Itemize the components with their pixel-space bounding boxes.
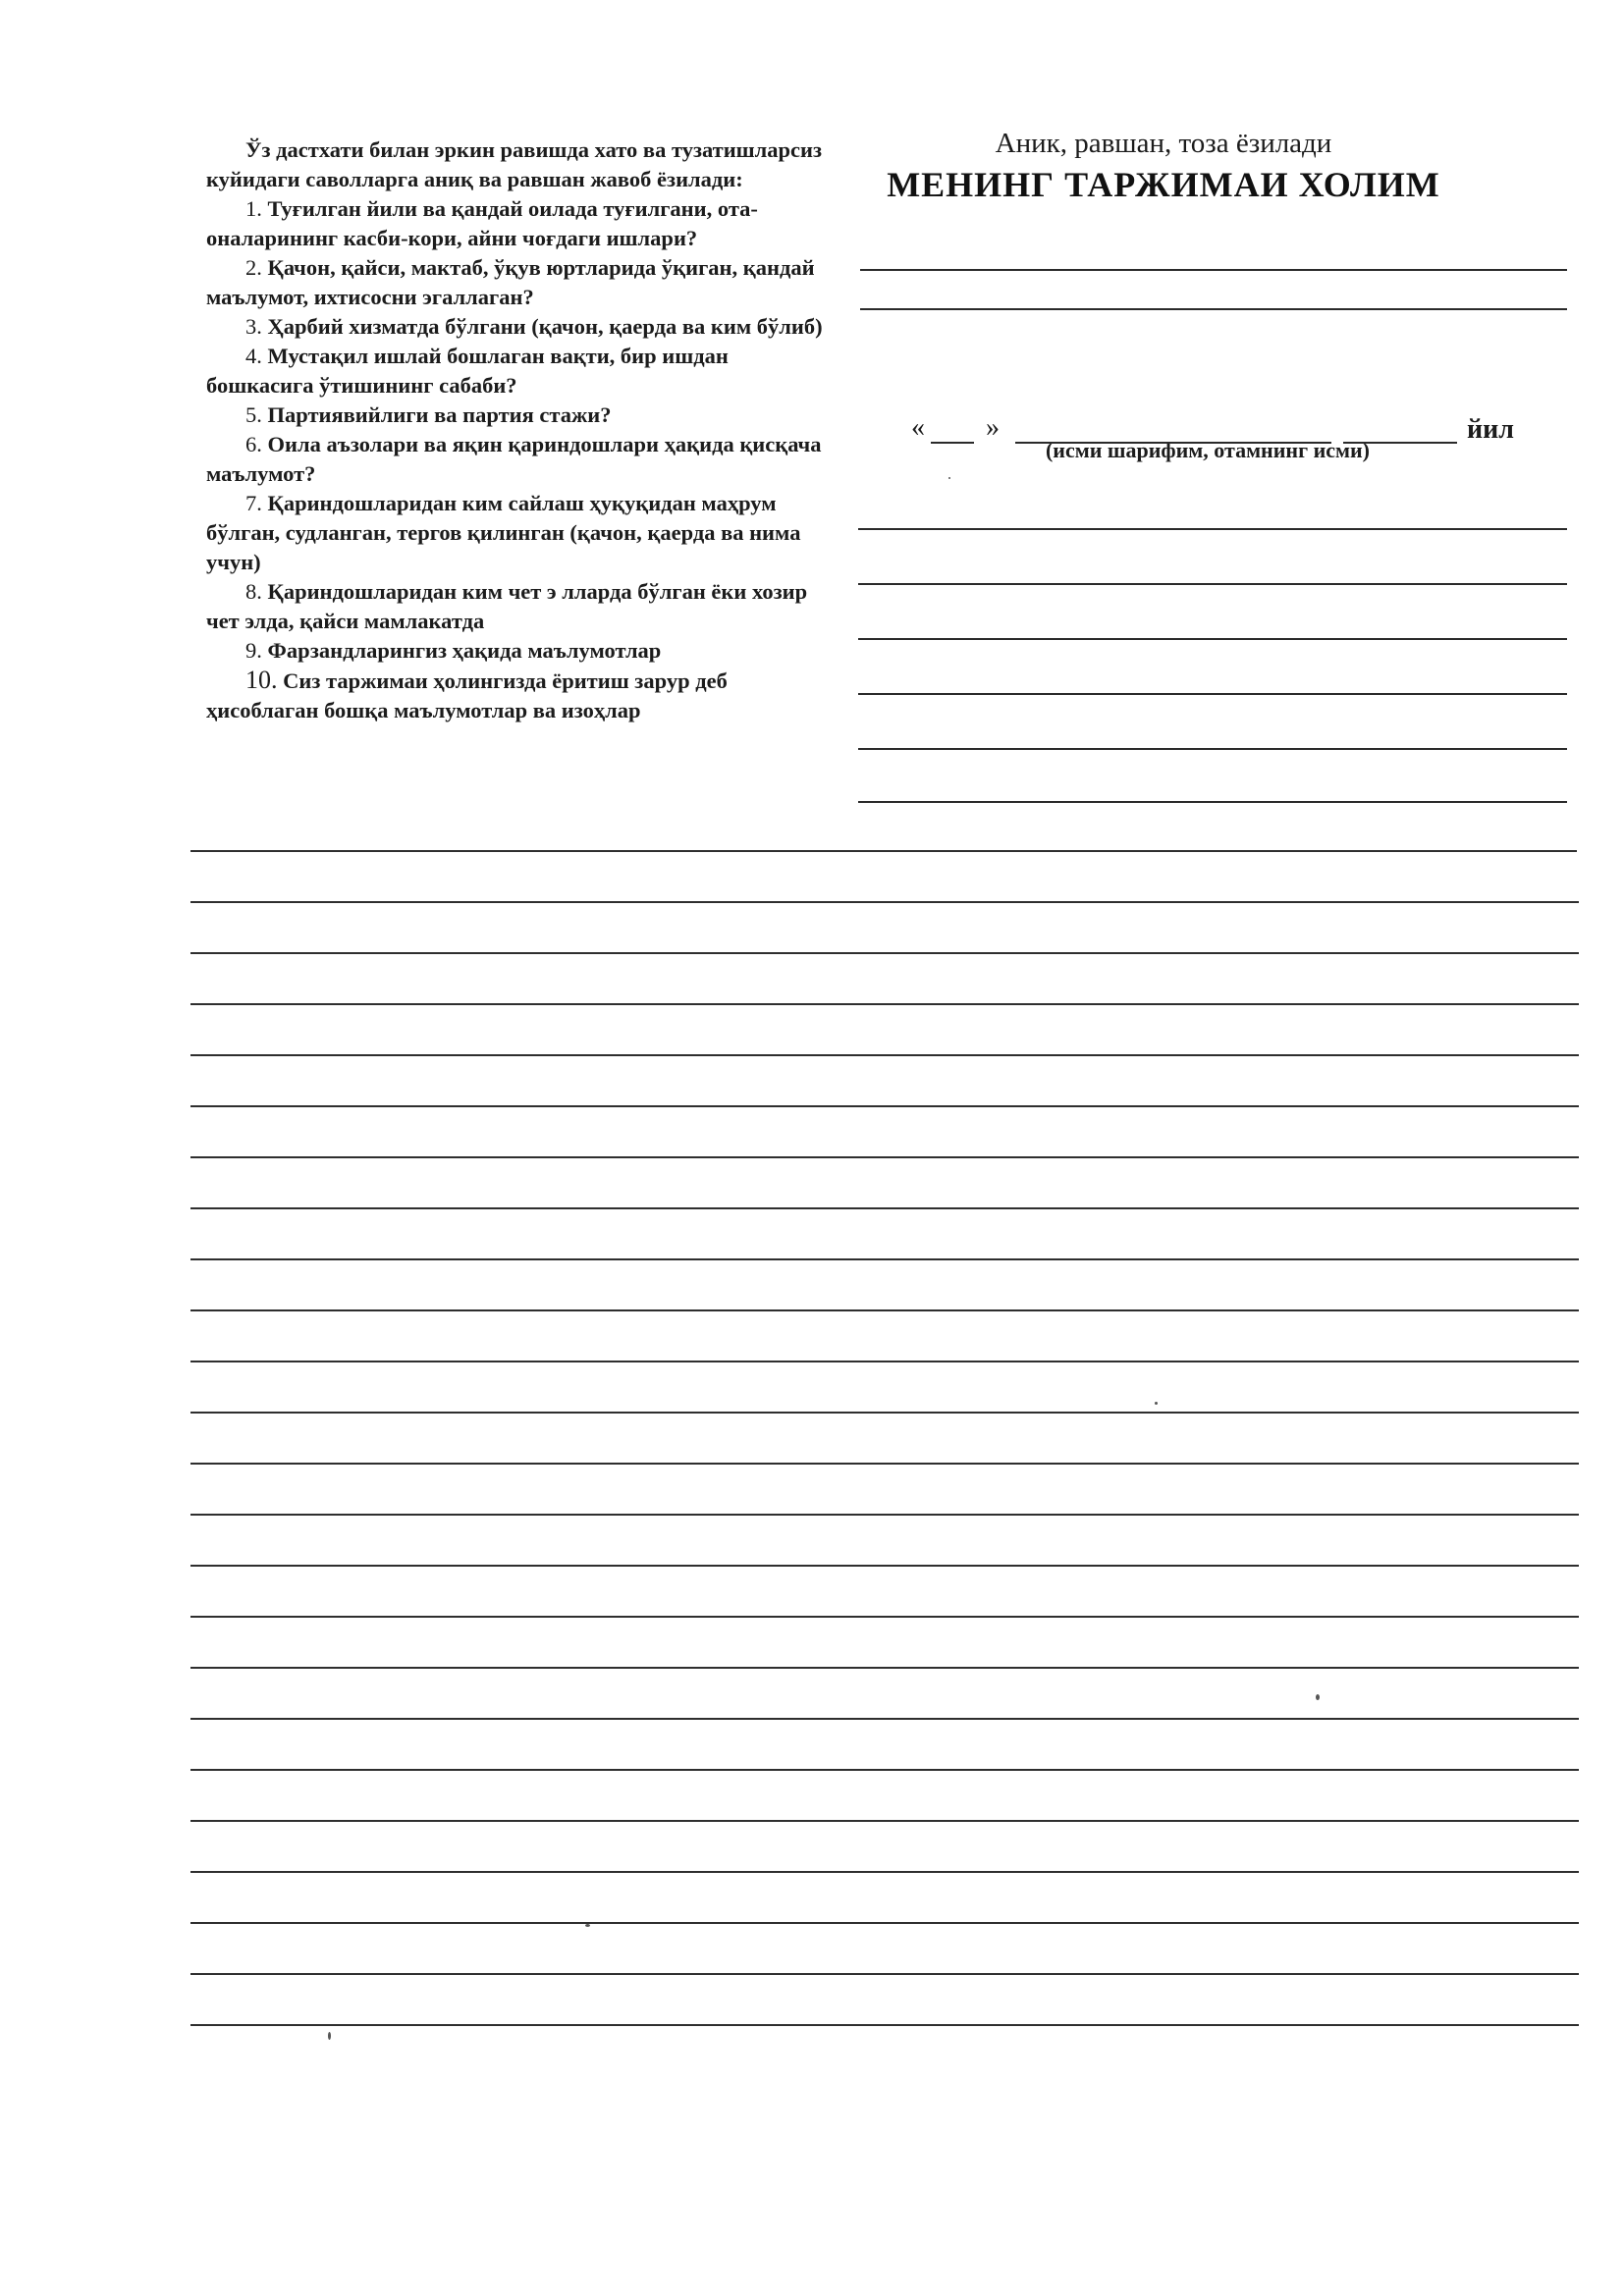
question-number: 8.	[245, 579, 262, 604]
writing-line[interactable]	[190, 1922, 1579, 1924]
question-number: 7.	[245, 491, 262, 515]
date-year-word: йил	[1467, 414, 1514, 445]
name-caption: (исми шарифим, отамнинг исми)	[1045, 438, 1370, 462]
question-number: 10.	[245, 666, 278, 694]
question-item	[206, 400, 835, 430]
question-number: 3.	[245, 314, 262, 339]
writing-line[interactable]	[858, 693, 1567, 695]
writing-line[interactable]	[190, 1412, 1579, 1414]
question-text: Туғилган йили ва қандай оилада туғилгани, ота-оналарининг касби-кори, айни чоғдаги ишлари?	[206, 196, 758, 250]
question-text: Мустақил ишлай бошлаган вақти, бир ишдан бошкасига ўтишининг сабаби?	[206, 344, 729, 398]
question-item	[206, 194, 835, 253]
writing-line[interactable]	[190, 1054, 1579, 1056]
question-number: 6.	[245, 432, 262, 456]
writing-line[interactable]	[190, 952, 1579, 954]
question-item	[206, 312, 835, 342]
scan-speck	[328, 2032, 331, 2040]
date-open-quote: «	[911, 412, 925, 443]
name-line-2[interactable]	[860, 308, 1567, 310]
question-text: Қачон, қайси, мактаб, ўқув юртларида ўқиган, қандай маълумот, ихтисосни эгаллаган?	[206, 255, 815, 309]
writing-line[interactable]	[190, 1718, 1579, 1720]
writing-line[interactable]	[190, 1820, 1579, 1822]
writing-line[interactable]	[858, 528, 1567, 530]
writing-line[interactable]	[858, 638, 1567, 640]
question-number: 4.	[245, 344, 262, 368]
question-number: 5.	[245, 402, 262, 427]
writing-line[interactable]	[190, 1769, 1579, 1771]
writing-line[interactable]	[858, 748, 1567, 750]
question-number: 9.	[245, 638, 262, 663]
scan-speck	[1155, 1402, 1158, 1405]
question-text: Қариндошларидан ким чет э лларда бўлган ёки хозир чет элда, қайси мамлакатда	[206, 579, 808, 633]
date-month-field[interactable]	[1015, 442, 1331, 444]
question-text: Қариндошларидан ким сайлаш ҳуқуқидан маҳрум бўлган, судланган, тергов қилинган (қачон, қаерда ва нима учун)	[206, 491, 801, 574]
question-item	[206, 636, 835, 666]
questions-list	[206, 194, 835, 725]
question-number: 2.	[245, 255, 262, 280]
question-text: Партиявийлиги ва партия стажи?	[267, 402, 612, 427]
question-text: Фарзандларингиз ҳақида маълумотлар	[267, 638, 662, 663]
writing-line[interactable]	[190, 1616, 1579, 1618]
scan-speck	[585, 1924, 590, 1927]
writing-line[interactable]	[190, 1361, 1579, 1362]
question-item	[206, 577, 835, 636]
writing-line[interactable]	[190, 1565, 1579, 1567]
writing-line[interactable]	[190, 1258, 1579, 1260]
writing-line[interactable]	[190, 1105, 1579, 1107]
writing-line[interactable]	[190, 2024, 1579, 2026]
writing-line[interactable]	[190, 901, 1579, 903]
question-text: Ҳарбий хизматда бўлгани (қачон, қаерда ва ким бўлиб)	[267, 314, 823, 339]
question-text: Оила аъзолари ва яқин қариндошлари ҳақида қисқача маълумот?	[206, 432, 822, 486]
writing-line[interactable]	[190, 1207, 1579, 1209]
question-text: Сиз таржимаи ҳолингизда ёритиш зарур деб ҳисоблаган бошқа маълумотлар ва изоҳлар	[206, 668, 728, 722]
question-item	[206, 666, 835, 725]
writing-line[interactable]	[858, 801, 1567, 803]
question-number: 1.	[245, 196, 262, 221]
scan-speck	[948, 477, 950, 479]
date-year-field[interactable]	[1343, 442, 1457, 444]
question-item	[206, 430, 835, 489]
writing-line[interactable]	[190, 1463, 1579, 1465]
writing-line[interactable]	[190, 1667, 1579, 1669]
writing-line[interactable]	[190, 1973, 1579, 1975]
date-row	[911, 410, 1520, 450]
question-item	[206, 342, 835, 400]
question-item	[206, 489, 835, 577]
date-close-quote: »	[986, 412, 1000, 443]
writing-line[interactable]	[190, 1156, 1579, 1158]
writing-line[interactable]	[190, 1514, 1579, 1516]
name-line-1[interactable]	[860, 269, 1567, 271]
writing-line[interactable]	[858, 583, 1567, 585]
writing-line[interactable]	[190, 850, 1577, 852]
writing-line[interactable]	[190, 1309, 1579, 1311]
instructions-intro: Ўз дастхати билан эркин равишда хато ва тузатишларсиз куйидаги саволларга аниқ ва равшан жавоб ёзилади:	[206, 137, 823, 191]
form-title: МЕНИНГ ТАРЖИМАИ ХОЛИМ	[887, 165, 1440, 204]
instructions-block	[206, 135, 835, 725]
scan-speck	[1316, 1694, 1320, 1700]
writing-line[interactable]	[190, 1871, 1579, 1873]
question-item	[206, 253, 835, 312]
writing-line[interactable]	[190, 1003, 1579, 1005]
date-day-field[interactable]	[931, 442, 974, 444]
form-subtitle: Аник, равшан, тоза ёзилади	[995, 128, 1332, 159]
